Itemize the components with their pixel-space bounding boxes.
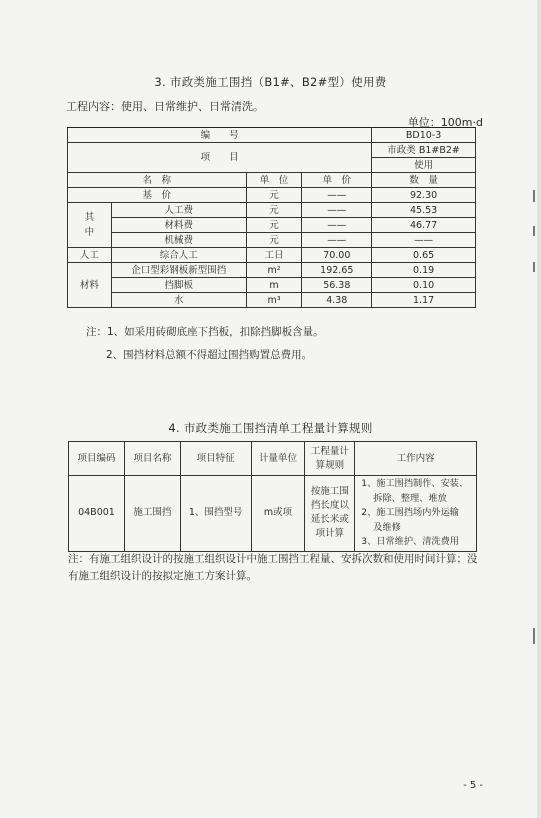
row-rule: 按施工围挡长度以延长米或项计算 [305,476,355,552]
col-name: 名 称 [68,173,247,188]
hdr-feature: 项目特征 [180,442,251,476]
hdr-work: 工作内容 [355,442,477,476]
steel-name: 企口型彩钢板新型围挡 [111,263,246,278]
col-price: 单 价 [302,173,372,188]
usage-fee-table [67,127,476,308]
hdr-name: 项目名称 [124,442,180,476]
water-qty: 1.17 [372,293,476,308]
material-fee-qty: 46.77 [372,218,476,233]
note-2: 2、围挡材料总额不得超过围挡购置总费用。 [106,349,313,361]
work-line: 及维修 [373,521,401,533]
hdr-code: 项目编码 [69,442,125,476]
col-qty: 数 量 [372,173,476,188]
base-price-name: 基 价 [68,188,247,203]
footboard-qty: 0.10 [372,278,476,293]
machine-fee-price: —— [302,233,372,248]
item-sub: 使用 [372,158,476,173]
row-name: 施工围挡 [124,476,180,552]
material-fee-name: 材料费 [111,218,246,233]
page-number: - 5 - [463,780,483,791]
scan-mark [533,628,535,644]
col-unit: 单 位 [246,173,302,188]
material-group: 材料 [68,263,112,308]
labor-qty: 0.65 [372,248,476,263]
material-fee-unit: 元 [246,218,302,233]
work-line: 2、施工围挡场内外运输 [361,507,459,518]
base-price-price: —— [302,188,372,203]
scan-mark [533,226,535,236]
scan-mark [533,190,535,202]
base-price-qty: 92.30 [372,188,476,203]
calc-rules-table [68,441,477,552]
item-value: 市政类 B1#B2# [372,143,476,158]
work-line: 1、施工围挡制作、安装、 [361,478,469,489]
row-unit: m或项 [251,476,305,552]
material-fee-price: —— [302,218,372,233]
machine-fee-name: 机械费 [111,233,246,248]
hdr-rule: 工程量计算规则 [305,442,355,476]
footboard-unit: m [246,278,302,293]
water-unit: m³ [246,293,302,308]
section-3-title: 3. 市政类施工围挡（B1#、B2#型）使用费 [154,75,387,89]
machine-fee-unit: 元 [246,233,302,248]
labor-price: 70.00 [302,248,372,263]
work-line: 3、日常维护、清洗费用 [361,536,459,547]
unit-label: 单位：100m·d [407,116,483,129]
labor-fee-price: —— [302,203,372,218]
row-feature: 1、围挡型号 [180,476,251,552]
footboard-name: 挡脚板 [111,278,246,293]
labor-group: 人工 [68,248,112,263]
work-line: 拆除、整理、堆放 [373,492,447,504]
steel-qty: 0.19 [372,263,476,278]
group-among-1: 其 [84,212,95,223]
code-value: BD10-3 [372,128,476,143]
item-header: 项 目 [68,143,372,173]
labor-fee-unit: 元 [246,203,302,218]
row-work [355,476,477,552]
group-among [68,203,112,248]
footboard-price: 56.38 [302,278,372,293]
steel-price: 192.65 [302,263,372,278]
code-header: 编 号 [68,128,372,143]
group-among-2: 中 [84,227,95,238]
water-price: 4.38 [302,293,372,308]
base-price-unit: 元 [246,188,302,203]
row-code: 04B001 [69,476,125,552]
labor-fee-name: 人工费 [111,203,246,218]
hdr-unit: 计量单位 [251,442,305,476]
work-content-intro: 工程内容：使用、日常维护、日常清洗。 [66,100,264,113]
labor-name: 综合人工 [111,248,246,263]
section-4-note: 注：有施工组织设计的按施工组织设计中施工围挡工程量、安拆次数和使用时间计算；没有施工组织设计的按拟定施工方案计算。 [68,553,478,582]
water-name: 水 [111,293,246,308]
scan-edge [537,0,541,818]
labor-unit: 工日 [246,248,302,263]
section-4-title: 4. 市政类施工围挡清单工程量计算规则 [168,421,373,435]
steel-unit: m² [246,263,302,278]
note-1: 注：1、如采用砖砌底座下挡板，扣除挡脚板含量。 [86,326,324,338]
labor-fee-qty: 45.53 [372,203,476,218]
scan-mark [533,262,535,272]
machine-fee-qty: —— [372,233,476,248]
